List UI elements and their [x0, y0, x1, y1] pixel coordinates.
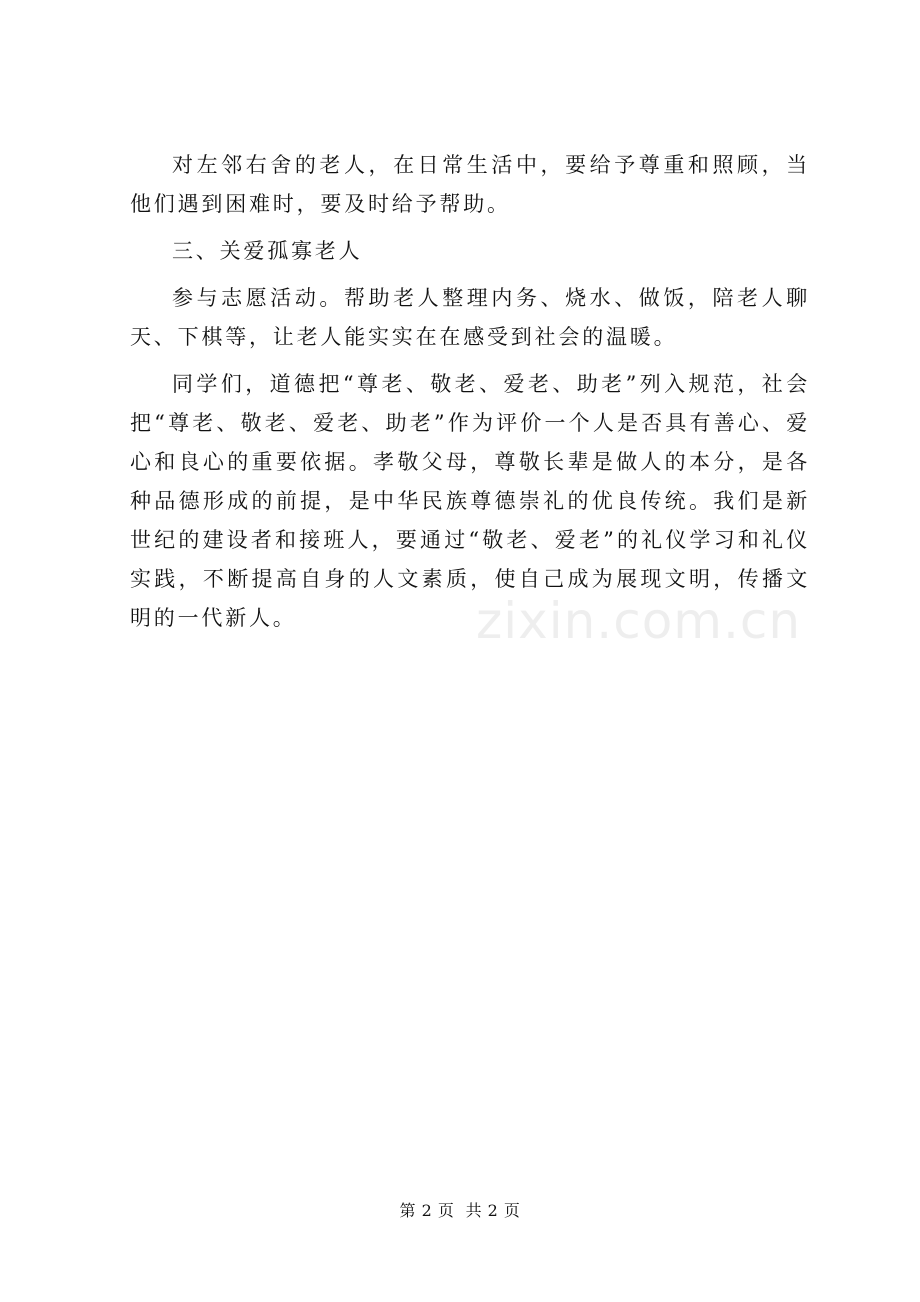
watermark: zixin.com.cn — [476, 592, 802, 650]
paragraph-volunteer: 参与志愿活动。帮助老人整理内务、烧水、做饭，陪老人聊天、下棋等，让老人能实实在在感受到社会的温暖。 — [130, 286, 810, 349]
document-body — [130, 146, 810, 646]
page-footer: 第 2 页 共 2 页 — [399, 1201, 521, 1220]
paragraph-conclusion: 同学们，道德把“尊老、敬老、爱老、助老”列入规范，社会把“尊老、敬老、爱老、助老”作为评价一个人是否具有善心、爱心和良心的重要依据。孝敬父母，尊敬长辈是做人的本分，是各种品德形成的前提，是中华民族尊德崇礼的优良传统。我们是新世纪的建设者和接班人，要通过“敬老、爱老”的礼仪学习和礼仪实践，不断提高自身的人文素质，使自己成为展现文明，传播文明的一代新人。 — [130, 372, 810, 630]
section-heading-3: 三、关爱孤寡老人 — [172, 239, 363, 263]
paragraph-neighbors: 对左邻右舍的老人，在日常生活中，要给予尊重和照顾，当他们遇到困难时，要及时给予帮助。 — [130, 153, 810, 216]
